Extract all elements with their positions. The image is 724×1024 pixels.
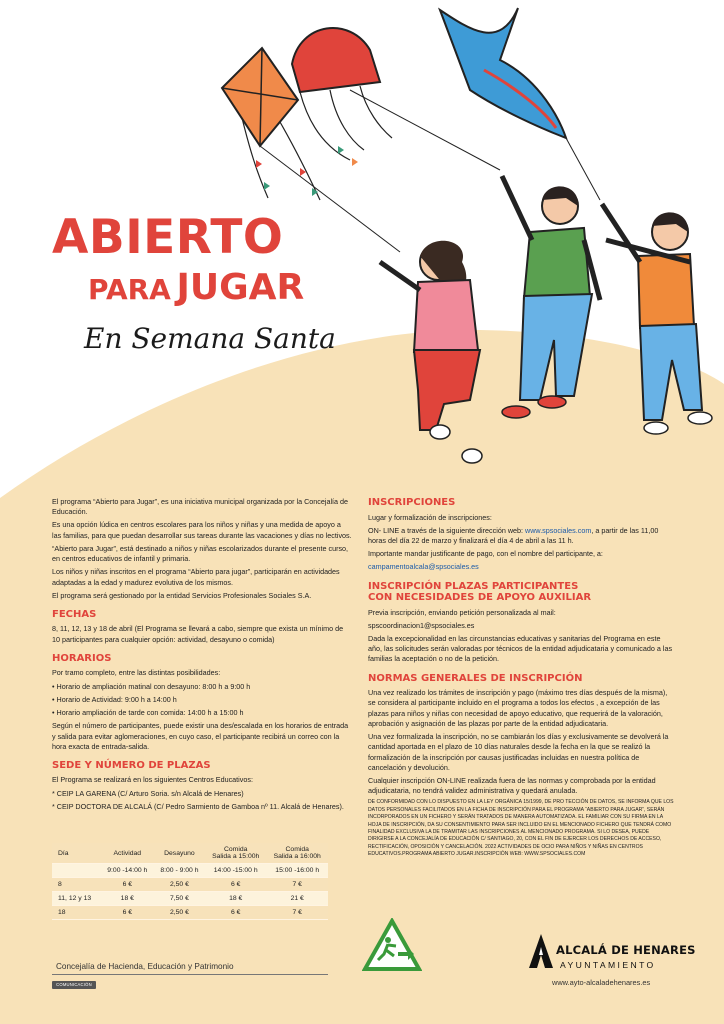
table-cell: 6 € [101,906,154,920]
boy-green-figure-icon [502,176,600,418]
table-cell: 14:00 -15:00 h [205,864,267,878]
price-table-hours [52,864,328,878]
intro-paragraph: El programa “Abierto para Jugar”, es una iniciativa municipal organizada por la Concejalía de Educación. [52,497,349,517]
left-column [52,497,352,815]
table-row [52,892,328,906]
apoyo-text: Dada la excepcionalidad en las circunstancias educativas y sanitarias del Programa en este año, las solicitudes serán valoradas por técnicos de la entidad adjudicataria y comunicado a las familias la aceptación o no de la petición. [368,634,673,664]
ayuntamiento-name: ALCALÁ DE HENARES [556,943,696,957]
ayuntamiento-label: AYUNTAMIENTO [560,960,656,970]
alcala-logo-icon [528,933,554,969]
table-row [52,906,328,920]
table-cell: 6 € [205,878,267,892]
table-header-cell: Comida Salida a 16:00h [266,843,328,864]
table-cell: 8 [52,878,101,892]
boy-orange-figure-icon [602,204,712,434]
price-table-header [52,843,328,864]
intro-paragraph: Los niños y niñas inscritos en el programa “Abierto para jugar”, participarán en actividades adaptadas a la edad y madurez evolutiva de los mismos. [52,567,340,587]
table-row [52,878,328,892]
sede-intro: El Programa se realizará en los siguientes Centros Educativos: [52,775,253,785]
apoyo-heading-line: INSCRIPCIÓN PLAZAS PARTICIPANTES [368,580,579,592]
title-para: PARA [88,273,171,306]
footer-divider [52,974,328,975]
normas-heading: NORMAS GENERALES DE INSCRIPCIÓN [368,672,583,684]
table-header-cell: Desayuno [154,843,205,864]
blue-kite-icon [440,8,600,200]
apoyo-heading [368,581,674,604]
apoyo-text: Previa inscripción, enviando petición personalizada al mail: [368,607,556,617]
inscripciones-text-post: , a partir de las 11,00 horas del día 22 de marzo y finalizará el día 4 de abril a las 11 h. [368,525,659,545]
table-cell: 18 € [205,892,267,906]
inscripciones-text-pre: ON- LINE a través de la siguiente dirección web: [368,525,526,535]
table-header-cell: Actividad [101,843,154,864]
horarios-item: • Horario de Actividad: 9:00 h a 14:00 h [52,694,177,704]
table-cell: 7 € [266,878,328,892]
spsociales-link[interactable]: www.spsociales.com [525,525,592,535]
table-cell: 6 € [205,906,267,920]
fechas-text: 8, 11, 12, 13 y 18 de abril (El Programa se llevará a cabo, siempre que exista un mínimo de 10 participantes para cualquier opción: actividad, desayuno o comida) [52,624,344,644]
horarios-heading: HORARIOS [52,652,112,664]
apoyo-heading-line: CON NECESIDADES DE APOYO AUXILIAR [368,592,592,604]
table-cell: 21 € [266,892,328,906]
table-cell: 11, 12 y 13 [52,892,101,906]
horarios-item: • Horario de ampliación matinal con desayuno: 8:00 h a 9:00 h [52,681,251,691]
horarios-note: Según el número de participantes, puede existir una des/escalada en los horarios de entrada y salida para evitar aglomeraciones, en cuyo caso, el participante recibirá un correo con la hora exacta de entrada-salida. [52,721,349,751]
sede-center: * CEIP LA GARENA (C/ Arturo Soria. s/n Alcalá de Henares) [52,788,244,798]
intro-paragraph: Es una opción lúdica en centros escolares para los niños y niñas y una medida de apoyo a las familias, para que puedan desarrollar sus tareas durante las vacaciones y días no lectivos. [52,520,352,540]
normas-paragraph: Una vez formalizada la inscripción, no se cambiarán los días y exclusivamente se devolverá la cantidad aportada en el plazo de 10 días naturales desde la fecha en la que se realizó la formalización de la inscripción por causas justificadas incluidas en nuestra política de cancelación y devolución. [368,732,669,772]
table-cell: 18 € [101,892,154,906]
table-cell: 2,50 € [154,878,205,892]
title-para-jugar [88,267,305,308]
table-cell: 6 € [101,878,154,892]
right-column [368,497,674,861]
table-cell [52,864,101,878]
title-abierto: ABIERTO [52,210,284,265]
exit-sign-logo-icon [362,918,422,972]
title-jugar: JUGAR [176,267,305,308]
normas-paragraph: Cualquier inscripción ON-LINE realizada fuera de las normas y comprobada por la entidad adjudicataria, no tendrá validez administrativa y quedará anulada. [368,775,656,796]
price-table [52,843,328,920]
campamento-email-link[interactable]: campamentoalcala@spsociales.es [368,562,479,572]
table-cell: 9:00 -14:00 h [101,864,154,878]
horarios-item: • Horario ampliación de tarde con comida: 14:00 h a 15:00 h [52,708,244,718]
table-cell: 2,50 € [154,906,205,920]
table-header-cell: Día [52,843,101,864]
legal-notice: DE CONFORMIDAD CON LO DISPUESTO EN LA LEY ORGÁNICA 15/1999, DE PRO TECCIÓN DE DATOS, SE INFORMA QUE LOS DATOS PERSONALES FACILITADOS EN LA FICHA DE INSCRIPCIÓN PARA EL PROGRAMA “ABIERTO PARA JUGAR”, SERÁN INCORPORADOS EN UN FICHERO Y SERÁN TRATADOS DE MANERA AUTOMATIZADA. EL FAMILIAR CON SU FIRMA EN LA HOJA DE INSCRIPCIÓN, DA SU CONSENTIMIENTO PARA SER INCLUIDO EN EL MENCIONADO FICHERO QUE TENDRÁ COMO FINALIDAD EXCLUSIVA LA DE TRAMITAR LAS INSCRIPCIONES AL MENCIONADO PROGRAMA. SI LO DESEA, PUEDE DIRIGIRSE A LA CONCEJALÍA DE EDUCACIÓN C/ SANTIAGO, 20, CON EL FIN DE EJERCER LOS DERECHOS DE ACCESO, RECTIFICACIÓN, OPOSICIÓN Y CANCELACIÓN. 2022 ACTIVIDADES DE OCIO PARA NIÑOS Y NIÑAS EN CENTROS EDUCATIVOS.PROGRAMA ABIERTO JUGAR.INSCRIPCIÓN WEB: WWW.SPSOCIALES.COM [368,799,674,857]
table-cell: 15:00 -16:00 h [266,864,328,878]
intro-paragraph: “Abierto para Jugar”, está destinado a niños y niñas escolarizados durante el presente curso, en centros educativos de infantil y primaria. [52,543,349,564]
sede-center: * CEIP DOCTORA DE ALCALÁ (C/ Pedro Sarmiento de Gamboa nº 11. Alcalá de Henares). [52,801,344,811]
inscripciones-heading: INSCRIPCIONES [368,497,456,508]
intro-paragraph: El programa será gestionado por la entidad Servicios Profesionales Sociales S.A. [52,590,312,600]
table-cell: 8:00 - 9:00 h [154,864,205,878]
horarios-intro: Por tramo completo, entre las distintas posibilidades: [52,668,221,678]
ayuntamiento-url[interactable]: www.ayto-alcaladehenares.es [552,978,651,987]
girl-figure-icon [380,241,482,463]
sede-heading: SEDE Y NÚMERO DE PLAZAS [52,759,211,771]
inscripciones-lead: Lugar y formalización de inscripciones: [368,512,492,522]
apoyo-email[interactable]: spscoordinacion1@spsociales.es [368,620,475,630]
normas-paragraph: Una vez realizado los trámites de inscripción y pago (máximo tres días después de la misma), se considera al participante incluido en el programa a todos los efectos , a excepción de las plazas para niños y niñas con necesidad de apoyo educativo, que requerirá de la valoración, aprobación y asignación de las plazas por parte de la entidad adjudicataria. [368,688,668,728]
department-label: Concejalía de Hacienda, Educación y Patrimonio [56,962,234,971]
table-cell: 18 [52,906,101,920]
table-header-cell: Comida Salida a 15:00h [205,843,267,864]
table-cell: 7,50 € [154,892,205,906]
table-cell: 7 € [266,906,328,920]
subtitle-semana-santa: En Semana Santa [84,322,336,355]
comunicacion-badge: COMUNICACIÓN [52,981,96,989]
inscripciones-note: Importante mandar justificante de pago, con el nombre del participante, a: [368,549,603,559]
fechas-heading: FECHAS [52,608,97,620]
inscripciones-text [368,526,674,546]
